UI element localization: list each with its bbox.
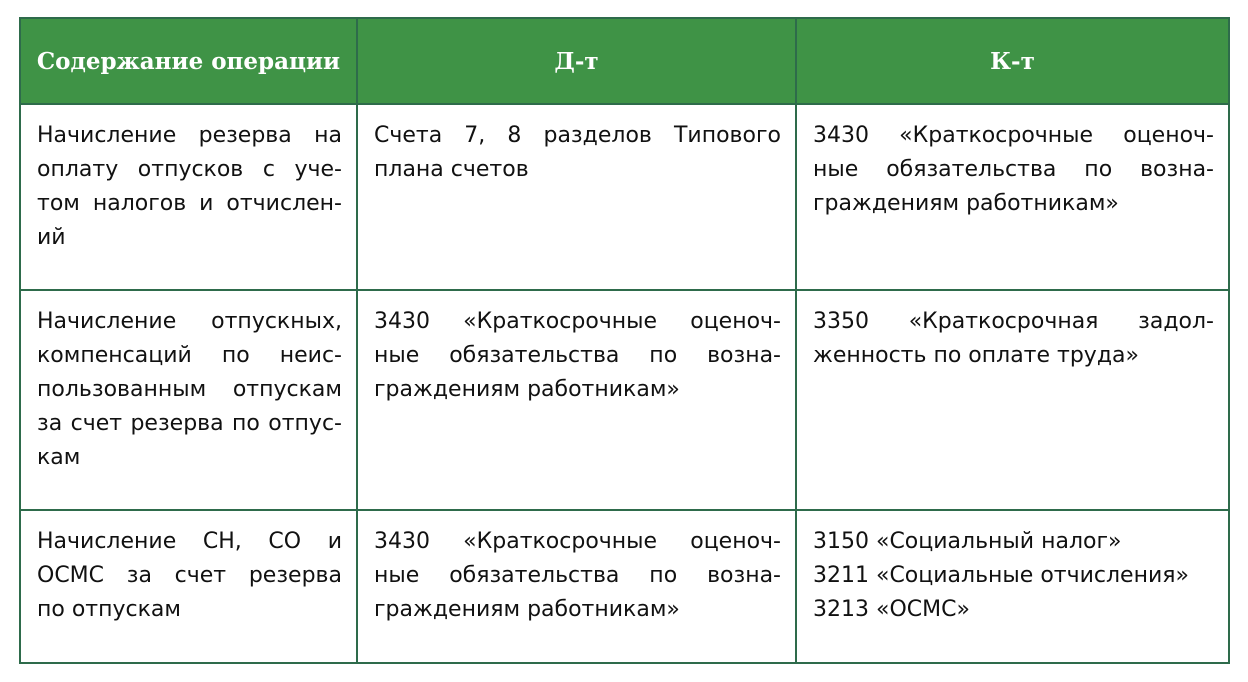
cell-line: плана счетов <box>374 157 529 182</box>
cell-line: 3430 «Краткосрочные оценоч- <box>374 309 781 334</box>
cell-line: ий <box>37 225 66 250</box>
credit-cell <box>796 104 1229 290</box>
cell-line: 3150 «Социальный налог» <box>813 529 1122 554</box>
table-row <box>20 510 1229 663</box>
operation-cell <box>20 510 357 663</box>
cell-line: ОСМС за счет резерва <box>37 563 342 588</box>
cell-line: Счета 7, 8 разделов Типового <box>374 123 781 148</box>
credit-cell <box>796 290 1229 510</box>
table-row <box>20 290 1229 510</box>
cell-line: Начисление СН, СО и <box>37 529 342 554</box>
table-row <box>20 104 1229 290</box>
credit-cell <box>796 510 1229 663</box>
header-credit: К-т <box>796 18 1229 104</box>
debit-cell <box>357 290 796 510</box>
cell-line: оплату отпусков с уче- <box>37 157 342 182</box>
cell-line: том налогов и отчислен- <box>37 191 342 216</box>
header-row <box>20 18 1229 104</box>
cell-line: граждениям работникам» <box>374 377 680 402</box>
debit-cell <box>357 104 796 290</box>
cell-line: женность по оплате труда» <box>813 343 1139 368</box>
cell-line: 3213 «ОСМС» <box>813 597 970 622</box>
cell-line: 3430 «Краткосрочные оценоч- <box>374 529 781 554</box>
cell-line: граждениям работникам» <box>813 191 1119 216</box>
cell-line: граждениям работникам» <box>374 597 680 622</box>
cell-line: за счет резерва по отпус- <box>37 411 342 436</box>
cell-line: ные обязательства по возна- <box>813 157 1214 182</box>
cell-line: ные обязательства по возна- <box>374 343 781 368</box>
header-debit: Д-т <box>357 18 796 104</box>
cell-line: Начисление резерва на <box>37 123 342 148</box>
debit-cell <box>357 510 796 663</box>
accounting-entries-table <box>19 17 1230 664</box>
cell-line: по отпускам <box>37 597 181 622</box>
header-operation: Содержание операции <box>20 18 357 104</box>
cell-line: 3430 «Краткосрочные оценоч- <box>813 123 1214 148</box>
operation-cell <box>20 290 357 510</box>
cell-line: кам <box>37 445 81 470</box>
cell-line: 3211 «Социальные отчисления» <box>813 563 1189 588</box>
operation-cell <box>20 104 357 290</box>
cell-line: 3350 «Краткосрочная задол- <box>813 309 1214 334</box>
cell-line: Начисление отпускных, <box>37 309 342 334</box>
cell-line: компенсаций по неис- <box>37 343 342 368</box>
cell-line: ные обязательства по возна- <box>374 563 781 588</box>
cell-line: пользованным отпускам <box>37 377 342 402</box>
